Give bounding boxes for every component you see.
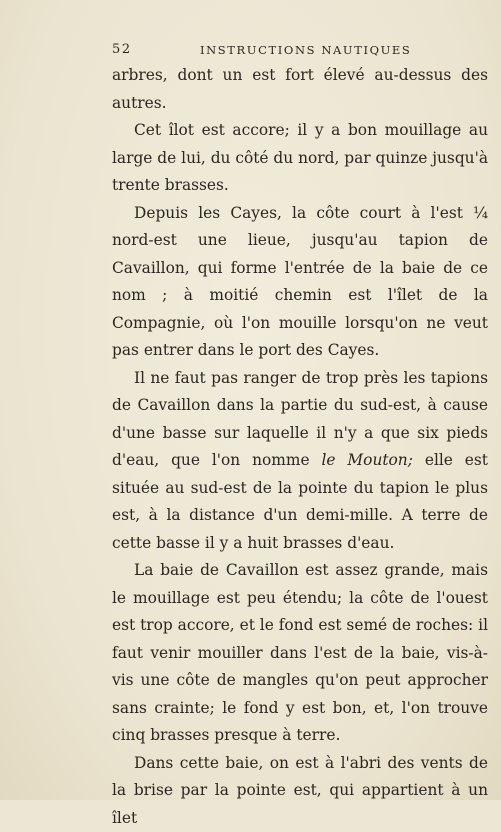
- paragraph-4-text-before: Il ne faut pas ranger de trop près les tapions de Cavaillon dans la partie du sud-est, à cause d'une basse sur laquelle il n'y a que six pieds d'eau, que l'on nomme: [112, 369, 488, 470]
- running-head: INSTRUCTIONS NAUTIQUES: [200, 43, 411, 57]
- paragraph-5: La baie de Cavaillon est assez grande, mais le mouillage est peu étendu; la côte de l'ouest est trop accore, et le fond est semé de roches: il faut venir mouiller dans l'est de la baie, vis-à-vis une côte de mangles qu'on peut approcher sans crainte; le fond y est bon, et, l'on trouve cinq brasses presque à terre.: [112, 557, 488, 750]
- paragraph-2: Cet îlot est accore; il y a bon mouillage au large de lui, du côté du nord, par quinze jusqu'à trente brasses.: [112, 117, 488, 200]
- shoal-name: le Mouton;: [321, 451, 412, 469]
- page-number: 52: [112, 42, 132, 57]
- paragraph-4: [112, 365, 488, 558]
- page-header: [112, 42, 488, 62]
- paragraph-1: arbres, dont un est fort élevé au-dessus des autres.: [112, 62, 488, 117]
- body-text: [112, 62, 488, 832]
- paragraph-3: Depuis les Cayes, la côte court à l'est ¼ nord-est une lieue, jusqu'au tapion de Cavaillon, qui forme l'entrée de la baie de ce nom ; à moitié chemin est l'îlet de la Compagnie, où l'on mouille lorsqu'on ne veut pas entrer dans le port des Cayes.: [112, 200, 488, 365]
- paragraph-6: Dans cette baie, on est à l'abri des vents de la brise par la pointe est, qui appartient à un îlet: [112, 750, 488, 832]
- paragraph-4-text-after: elle est située au sud-est de la pointe du tapion le plus est, à la distance d'un demi-mille. A terre de cette basse il y a huit brasses d'eau.: [112, 451, 488, 552]
